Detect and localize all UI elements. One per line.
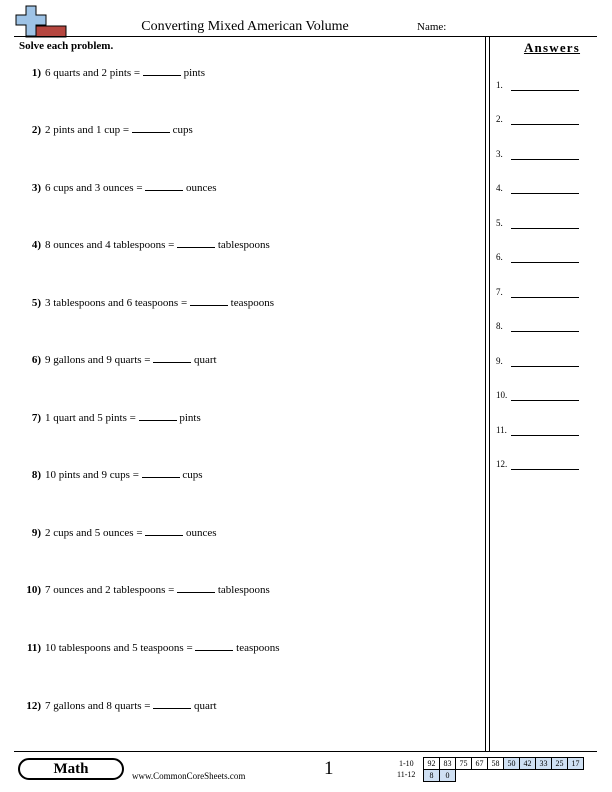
problem-text: 3 tablespoons and 6 teaspoons = [45,297,188,309]
problem-number: 6) [31,354,41,366]
score-cell: 75 [456,758,472,770]
problem-row [19,410,201,424]
answer-blank[interactable] [142,467,180,478]
answer-label: 10. [496,390,508,400]
answer-line[interactable] [511,400,579,401]
score-cell: 42 [520,758,536,770]
score-cell: 8 [424,770,440,782]
answer-line[interactable] [511,90,579,91]
answer-blank[interactable] [143,65,181,76]
problem-text: 2 pints and 1 cup = [45,124,130,136]
problem-row [19,180,217,194]
problem-text: 6 quarts and 2 pints = [45,67,141,79]
score-cell: 0 [440,770,456,782]
problem-text: 6 cups and 3 ounces = [45,182,143,194]
problem-unit: pints [179,412,201,424]
answer-blank[interactable] [145,180,183,191]
answer-line[interactable] [511,297,579,298]
answer-line[interactable] [511,228,579,229]
answer-line[interactable] [511,366,579,367]
problem-number: 2) [31,124,41,136]
score-cell: 25 [552,758,568,770]
score-cell: 67 [472,758,488,770]
score-cell: 33 [536,758,552,770]
problem-row [19,698,217,712]
problem-unit: quart [194,354,217,366]
problem-text: 2 cups and 5 ounces = [45,527,143,539]
answer-blank[interactable] [132,122,170,133]
answer-blank[interactable] [195,640,233,651]
answer-label: 8. [496,321,503,331]
answer-line[interactable] [511,193,579,194]
score-cell: 17 [568,758,584,770]
problem-text: 7 ounces and 2 tablespoons = [45,584,175,596]
answer-label: 12. [496,459,508,469]
footer-divider [14,751,597,752]
answer-line[interactable] [511,159,579,160]
problem-text: 9 gallons and 9 quarts = [45,354,151,366]
answer-label: 7. [496,287,503,297]
score-table-row2 [423,769,456,782]
problem-unit: pints [183,67,206,79]
answer-line[interactable] [511,331,579,332]
answer-line[interactable] [511,469,579,470]
problem-unit: cups [182,469,203,481]
answer-line[interactable] [511,262,579,263]
answer-label: 5. [496,218,503,228]
score-row-label: 11-12 [397,770,416,779]
problem-number: 9) [31,527,41,539]
problem-text: 1 quart and 5 pints = [45,412,136,424]
answer-blank[interactable] [153,698,191,709]
header-divider [14,36,597,37]
problem-row [19,122,193,136]
problem-number: 3) [31,182,41,194]
answer-label: 9. [496,356,503,366]
answer-label: 2. [496,114,503,124]
answer-label: 4. [496,183,503,193]
problem-row [19,237,270,251]
problem-row [19,525,217,539]
problem-text: 7 gallons and 8 quarts = [45,700,151,712]
problem-row [19,352,217,366]
problem-text: 10 tablespoons and 5 teaspoons = [45,642,193,654]
score-cell: 50 [504,758,520,770]
instructions: Solve each problem. [19,40,114,52]
page-number: 1 [324,758,334,779]
problem-row [19,65,205,79]
problem-row [19,295,274,309]
answer-label: 6. [496,252,503,262]
answer-blank[interactable] [177,237,215,248]
problem-unit: quart [194,700,217,712]
score-cell: 83 [440,758,456,770]
answer-line[interactable] [511,124,579,125]
answer-blank[interactable] [145,525,183,536]
problem-number: 11) [26,642,41,654]
problem-unit: ounces [186,527,217,539]
answer-label: 1. [496,80,503,90]
answer-line[interactable] [511,435,579,436]
answer-blank[interactable] [139,410,177,421]
problem-number: 8) [31,469,41,481]
problem-number: 5) [31,297,41,309]
score-cell: 92 [424,758,440,770]
problem-number: 10) [26,584,41,596]
problem-unit: teaspoons [230,297,275,309]
name-label: Name: [417,21,447,33]
column-divider [489,36,490,751]
score-cell: 58 [488,758,504,770]
problem-number: 7) [31,412,41,424]
answer-blank[interactable] [190,295,228,306]
problem-number: 1) [31,67,41,79]
answer-label: 3. [496,149,503,159]
problem-text: 10 pints and 9 cups = [45,469,139,481]
site-url: www.CommonCoreSheets.com [132,771,246,781]
problem-row [19,640,280,654]
worksheet-title: Converting Mixed American Volume [141,19,349,34]
problem-unit: teaspoons [236,642,280,654]
problem-unit: ounces [186,182,217,194]
problem-text: 8 ounces and 4 tablespoons = [45,239,175,251]
problem-unit: tablespoons [217,239,270,251]
column-divider [485,36,486,751]
answers-title: Answers [523,40,581,55]
problem-unit: cups [172,124,193,136]
problem-unit: tablespoons [217,584,270,596]
problem-row [19,582,270,596]
score-row-label: 1-10 [399,759,414,768]
answer-blank[interactable] [153,352,191,363]
problem-row [19,467,203,481]
answer-label: 11. [496,425,507,435]
math-badge: Math [18,758,124,780]
problem-number: 4) [31,239,41,251]
problem-number: 12) [26,700,41,712]
answer-blank[interactable] [177,582,215,593]
